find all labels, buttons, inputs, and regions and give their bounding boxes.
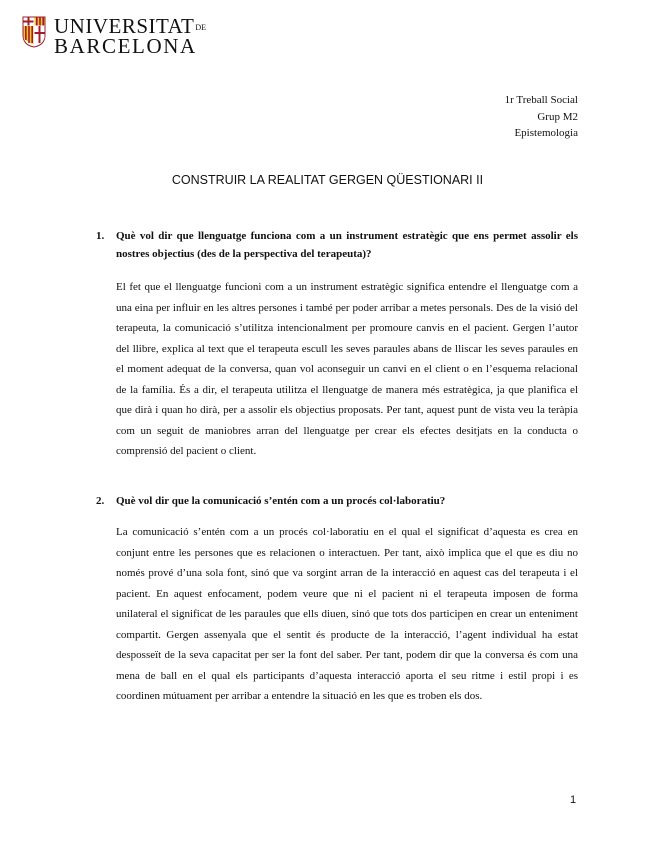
answer-1: El fet que el llenguatge funcioni com a un instrument estratègic significa entendre el llenguatge com a una eina per influir en les altres persones i també per poder arribar a metes personals. Des de la visió del terapeuta, la comunicació s’utilitza intencionalment per promoure canvis en el pacient. Gergen l’autor del llibre, explica al text que el terapeuta escull les seves paraules abans de lliscar les seves paraules en el moment adequat de la conversa, quan vol aconseguir un canvi en el client o en l’esquema relacional de la família. És a dir, el terapeuta utilitza el llenguatge de manera més estratègica, ja que planifica el que dirà i quan ho dirà, per a assolir els objectius proposats. Per tant, aquest punt de vista veu la teràpia com un seguit de maniobres arran del llenguatge per crear els efectes desitjats en la conducta o comprensió del pacient o client. [116, 281, 578, 457]
page-number: 1 [570, 794, 577, 806]
question-text: Què vol dir que llenguatge funciona com a un instrument estratègic que ens permet assolir els nostres objectius (des de la perspectiva del terapeuta)? [116, 230, 578, 260]
logo-de-text: DE [195, 23, 206, 33]
answer-2: La comunicació s’entén com a un procés col·laboratiu en el qual el significat d’aquesta es crea en conjunt entre les persones que es relacionen o interactuen. Per tant, això implica que el que es diu no només prové d’una sola font, sinó que va sorgint arran de la interacció en aquest cas del terapeuta i el pacient. En aquest enfocament, podem veure que ni el pacient ni el terapeuta imposen de forma unilateral el significat de les paraules que ells diuen, sinó que tots dos participen en crear un enteniment compartit. Gergen assenyala que el sentit és producte de la interacció, l’agent individual ha estat desposseït de la seva capacitat per ser la font del saber. Per tant, podem dir que la conversa és com una mena de ball en el qual els participants d’aquesta interacció aporta el seu ritme i estil propi i es coordinen mútuament per arribar a entendre la situació en les que es troben els dos. [116, 526, 578, 702]
question-number: 2. [96, 495, 105, 507]
university-logo [22, 16, 206, 57]
subject-line: Epistemologia [514, 127, 578, 139]
question-2 [96, 492, 578, 510]
question-1 [96, 227, 578, 263]
group-line: Grup M2 [537, 110, 578, 123]
logo-university-text: UNIVERSITAT [54, 14, 195, 38]
course-line: 1r Treball Social [504, 94, 578, 106]
document-title: CONSTRUIR LA REALITAT GERGEN QÜESTIONARI II [171, 173, 484, 187]
header-info [505, 92, 578, 142]
question-number: 1. [96, 230, 105, 242]
university-crest-icon [22, 16, 46, 48]
logo-barcelona-text: BARCELONA [54, 34, 197, 58]
question-text: Què vol dir que la comunicació s’entén com a un procés col·laboratiu? [116, 495, 446, 507]
